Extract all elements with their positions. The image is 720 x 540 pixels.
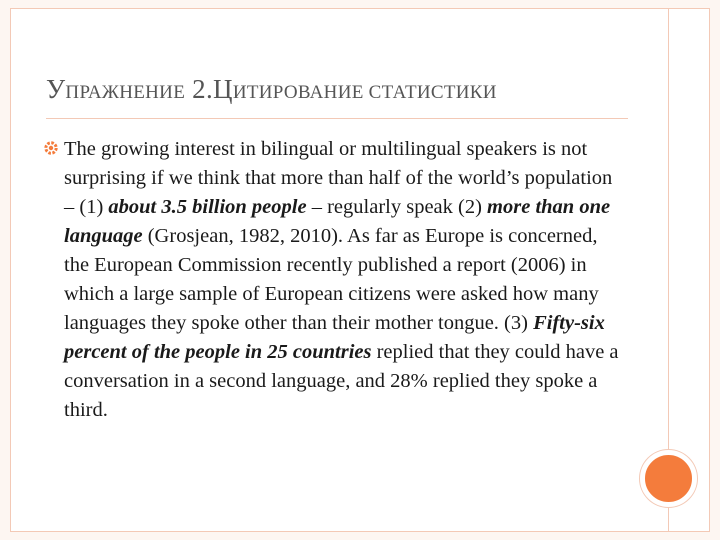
title-number: 2.Ц: [185, 74, 233, 104]
emphasis-2: more than one language: [64, 196, 611, 247]
bullet-item: [44, 135, 624, 425]
title-word-2: ИТИРОВАНИЕ СТАТИСТИКИ: [232, 82, 497, 103]
decorative-circle: [640, 450, 697, 507]
title-divider: [46, 118, 628, 119]
slide-title: [46, 74, 497, 105]
title-initial: У: [46, 74, 66, 104]
emphasis-3: Fifty-six percent of the people in 25 countries: [64, 312, 605, 363]
bullet-paragraph: The growing interest in bilingual or multilingual speakers is not surprising if we think that more than half of the world’s population – (1) about 3.5 billion people – regularly speak (2) more than one language (Grosjean, 1982, 2010). As far as Europe is concerned, the European Commission recently published a report (2006) in which a large sample of European citizens were asked how many languages they spoke other than their mother tongue. (3) Fifty-six percent of the people in 25 countries replied that they could have a conversation in a second language, and 28% replied they spoke a third.: [64, 138, 619, 421]
emphasis-1: about 3.5 billion people: [108, 196, 307, 218]
title-word-1: ПРАЖНЕНИЕ: [65, 82, 186, 103]
gear-bullet-icon: [44, 141, 64, 425]
